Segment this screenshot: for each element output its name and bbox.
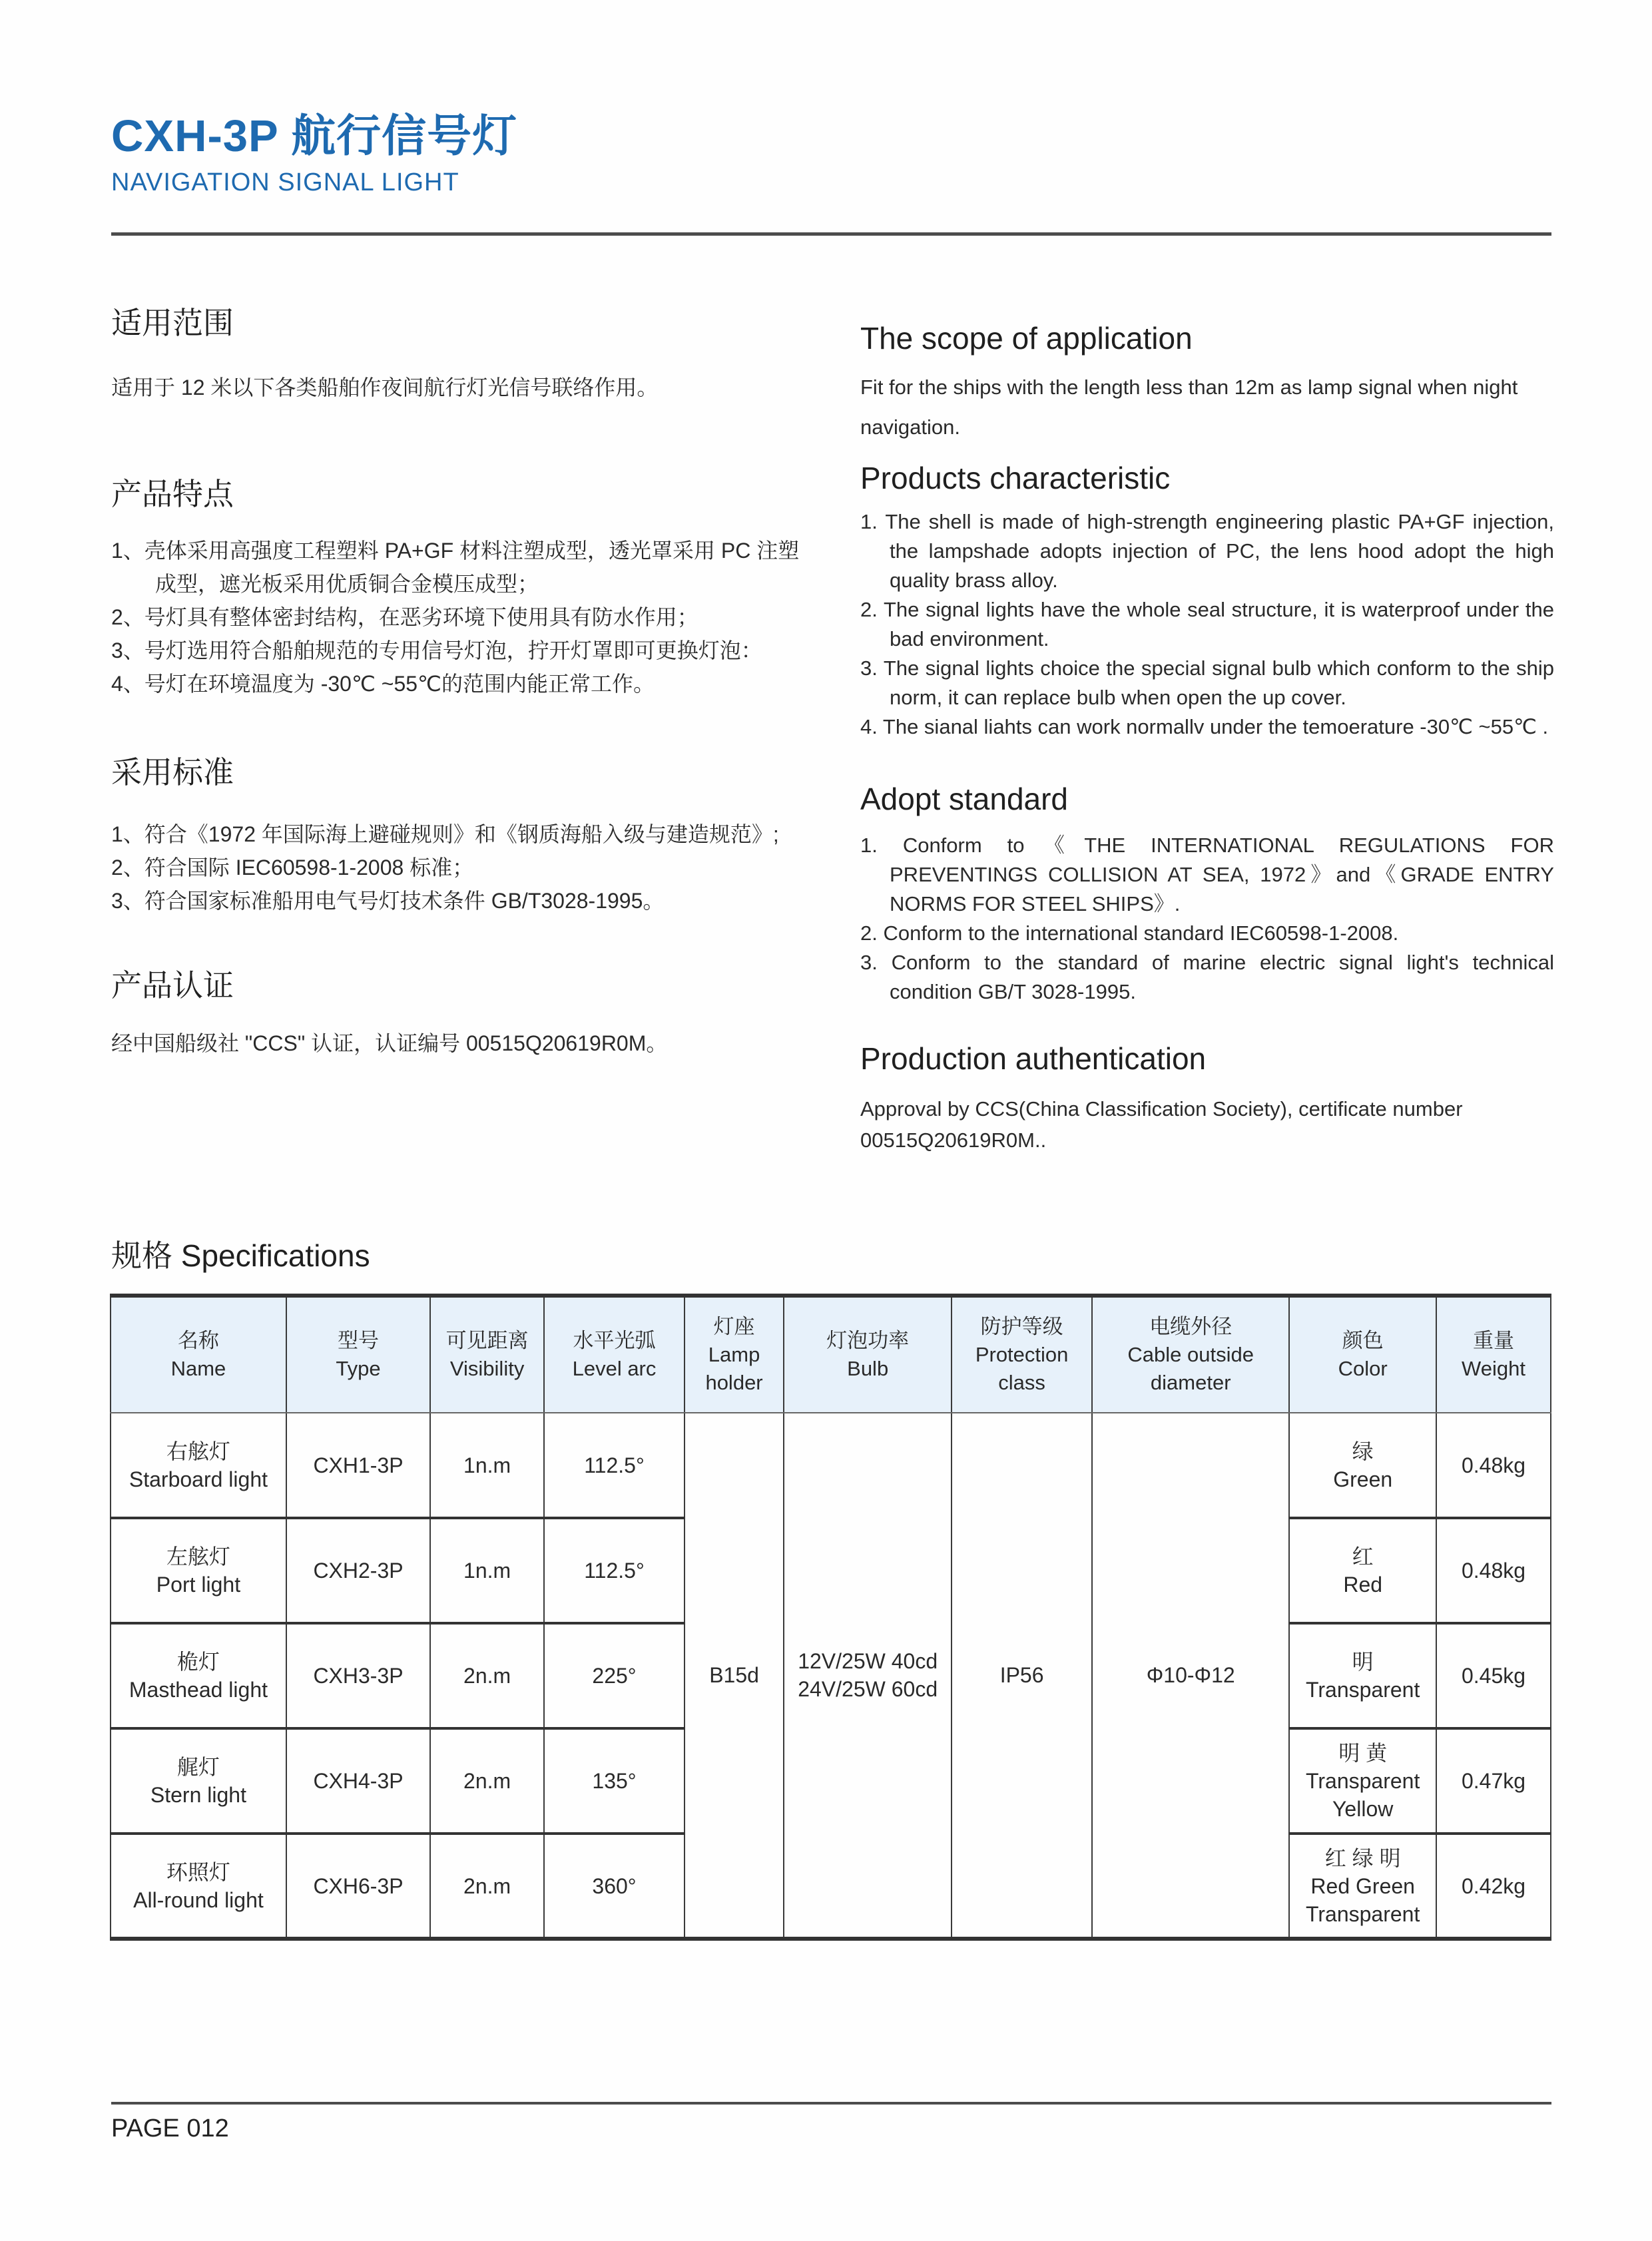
col-header-visibility: 可见距离 Visibility [430, 1296, 544, 1413]
arc-cell: 225° [544, 1623, 685, 1728]
feature-item: 1、壳体采用高强度工程塑料 PA+GF 材料注塑成型，透光罩采用 PC 注塑成型，遮光板采用优质铜合金模压成型； [111, 539, 800, 596]
col-header-name: 名称 Name [111, 1296, 286, 1413]
visibility-cell: 2n.m [430, 1728, 544, 1834]
table-row [111, 1413, 1551, 1518]
certification-heading-en: Production authentication [860, 1041, 1207, 1076]
weight-cell: 0.48kg [1436, 1518, 1551, 1623]
protection-cell: IP56 [952, 1413, 1092, 1939]
standards-heading-en: Adopt standard [860, 782, 1069, 816]
lamp-holder-cell: B15d [685, 1413, 784, 1939]
cable-cell: Φ10-Φ12 [1092, 1413, 1289, 1939]
col-header-type: 型号 Type [286, 1296, 430, 1413]
footer-divider [111, 2102, 1551, 2105]
color-cell: 明 Transparent [1289, 1623, 1436, 1728]
type-cell: CXH3-3P [286, 1623, 430, 1728]
arc-cell: 112.5° [544, 1518, 685, 1623]
chinese-column [111, 303, 816, 1060]
col-header-protection: 防护等级 Protection class [952, 1296, 1092, 1413]
color-cell: 绿 Green [1289, 1413, 1436, 1518]
scope-body-cn: 适用于 12 米以下各类船舶作夜间航行灯光信号联络作用。 [111, 375, 659, 399]
weight-cell: 0.45kg [1436, 1623, 1551, 1728]
certification-body-en: Approval by CCS(China Classification Society), certificate number 00515Q20619R0M.. [860, 1097, 1463, 1152]
standard-item: 2、符合国际 IEC60598-1-2008 标准； [111, 856, 474, 879]
arc-cell: 360° [544, 1834, 685, 1939]
name-cell: 艉灯 Stern light [111, 1728, 286, 1834]
col-header-cable: 电缆外径 Cable outside diameter [1092, 1296, 1289, 1413]
col-header-weight: 重量 Weight [1436, 1296, 1551, 1413]
certification-heading-cn: 产品认证 [111, 968, 234, 1003]
color-cell: 红 Red [1289, 1518, 1436, 1623]
weight-cell: 0.48kg [1436, 1413, 1551, 1518]
features-list-en [860, 507, 1554, 742]
standard-item: 2. Conform to the international standard IEC60598-1-2008. [860, 921, 1399, 945]
features-heading-cn: 产品特点 [111, 477, 234, 511]
feature-item: 4. The sianal liahts can work normallv under the temoerature -30℃ ~55℃ . [860, 715, 1549, 738]
weight-cell: 0.47kg [1436, 1728, 1551, 1834]
type-cell: CXH1-3P [286, 1413, 430, 1518]
certification-body-cn: 经中国船级社 "CCS" 认证，认证编号 00515Q20619R0M。 [111, 1031, 668, 1055]
scope-body-en: Fit for the ships with the length less than 12m as lamp signal when night navigation. [860, 375, 1518, 439]
arc-cell: 135° [544, 1728, 685, 1834]
scope-heading-cn: 适用范围 [111, 306, 234, 340]
color-cell: 明 黄 Transparent Yellow [1289, 1728, 1436, 1834]
feature-item: 3. The signal lights choice the special signal bulb which conform to the ship norm, it can replace bulb when open the up cover. [860, 656, 1554, 709]
visibility-cell: 2n.m [430, 1834, 544, 1939]
type-cell: CXH2-3P [286, 1518, 430, 1623]
standard-item: 1、符合《1972 年国际海上避碰规则》和《钢质海船入级与建造规范》; [111, 822, 779, 846]
col-header-level-arc: 水平光弧 Level arc [544, 1296, 685, 1413]
feature-item: 3、号灯选用符合船舶规范的专用信号灯泡，拧开灯罩即可更换灯泡： [111, 638, 762, 662]
visibility-cell: 1n.m [430, 1518, 544, 1623]
weight-cell: 0.42kg [1436, 1834, 1551, 1939]
name-cell: 左舷灯 Port light [111, 1518, 286, 1623]
arc-cell: 112.5° [544, 1413, 685, 1518]
feature-item: 2. The signal lights have the whole seal structure, it is waterproof under the bad environment. [860, 598, 1554, 650]
page-number: PAGE 012 [111, 2115, 229, 2142]
name-cell: 桅灯 Masthead light [111, 1623, 286, 1728]
specifications-heading: 规格 Specifications [111, 1238, 370, 1273]
page-title-en: NAVIGATION SIGNAL LIGHT [111, 168, 459, 196]
features-heading-en: Products characteristic [860, 461, 1171, 495]
feature-item: 4、号灯在环境温度为 -30℃ ~55℃的范围内能正常工作。 [111, 672, 655, 696]
feature-item: 1. The shell is made of high-strength engineering plastic PA+GF injection, the lampshade adopts injection of PC, the lens hood adopt the high quality brass alloy. [860, 510, 1554, 592]
standard-item: 3. Conform to the standard of marine electric signal light's technical condition GB/T 3028-1995. [860, 951, 1554, 1003]
scope-heading-en: The scope of application [860, 321, 1193, 356]
feature-item: 2、号灯具有整体密封结构，在恶劣环境下使用具有防水作用； [111, 605, 698, 629]
header-row [111, 1296, 1551, 1413]
page-title-cn: CXH-3P 航行信号灯 [111, 111, 518, 161]
standard-item: 1. Conform to《THE INTERNATIONAL REGULATIONS FOR PREVENTINGS COLLISION AT SEA, 1972》and《GRADE ENTRY NORMS FOR STEEL SHIPS》. [860, 834, 1554, 915]
color-cell: 红 绿 明 Red Green Transparent [1289, 1834, 1436, 1939]
english-column [860, 303, 1554, 1156]
col-header-color: 颜色 Color [1289, 1296, 1436, 1413]
col-header-bulb: 灯泡功率 Bulb [784, 1296, 952, 1413]
col-header-lamp-holder: 灯座 Lamp holder [685, 1296, 784, 1413]
type-cell: CXH4-3P [286, 1728, 430, 1834]
type-cell: CXH6-3P [286, 1834, 430, 1939]
name-cell: 环照灯 All-round light [111, 1834, 286, 1939]
visibility-cell: 2n.m [430, 1623, 544, 1728]
title-block [111, 112, 517, 197]
standard-item: 3、符合国家标准船用电气号灯技术条件 GB/T3028-1995。 [111, 889, 665, 913]
name-cell: 右舷灯 Starboard light [111, 1413, 286, 1518]
visibility-cell: 1n.m [430, 1413, 544, 1518]
bulb-cell: 12V/25W 40cd 24V/25W 60cd [784, 1413, 952, 1939]
title-divider [111, 232, 1551, 236]
standards-list-en [860, 831, 1554, 1007]
specifications-table [110, 1294, 1551, 1941]
features-list-cn [111, 534, 816, 700]
standards-list-cn [111, 818, 816, 917]
standards-heading-cn: 采用标准 [111, 755, 234, 790]
